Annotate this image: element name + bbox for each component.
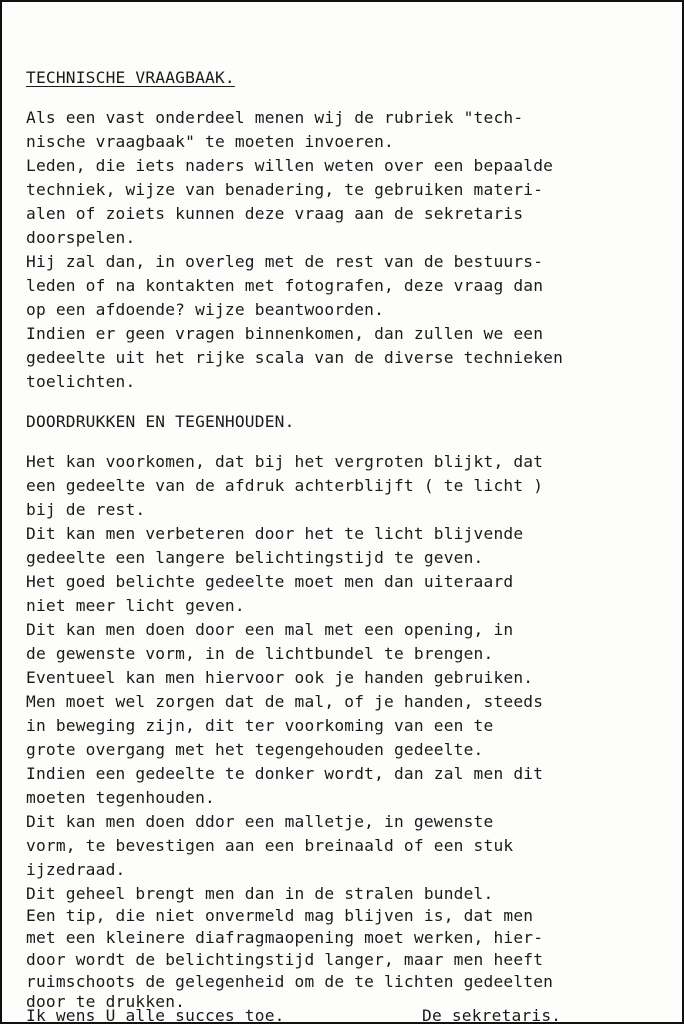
- intro-line: techniek, wijze van benadering, te gebruiken materi-: [26, 180, 544, 199]
- intro-line: Als een vast onderdeel menen wij de rubriek "tech-: [26, 108, 524, 127]
- document-title: TECHNISCHE VRAAGBAAK.: [26, 68, 235, 87]
- intro-line: nische vraagbaak" te moeten invoeren.: [26, 132, 394, 151]
- body-line: ruimschoots de gelegenheid om de te lichten gedeelten: [26, 972, 554, 991]
- intro-line: Leden, die iets naders willen weten over een bepaalde: [26, 156, 554, 175]
- intro-line: toelichten.: [26, 372, 136, 391]
- intro-line: leden of na kontakten met fotografen, deze vraag dan: [26, 276, 544, 295]
- body-line: Dit kan men doen ddor een malletje, in gewenste: [26, 812, 494, 831]
- intro-line: op een afdoende? wijze beantwoorden.: [26, 300, 385, 319]
- body-line: Een tip, die niet onvermeld mag blijven is, dat men: [26, 906, 534, 925]
- intro-line: alen of zoiets kunnen deze vraag aan de sekretaris: [26, 204, 524, 223]
- section-heading: DOORDRUKKEN EN TEGENHOUDEN.: [26, 412, 295, 431]
- body-line: Dit kan men doen door een mal met een opening, in: [26, 620, 514, 639]
- body-line: Men moet wel zorgen dat de mal, of je handen, steeds: [26, 692, 544, 711]
- body-line: door te drukken.: [26, 992, 186, 1011]
- body-line: Het kan voorkomen, dat bij het vergroten blijkt, dat: [26, 452, 544, 471]
- body-line: in beweging zijn, dit ter voorkoming van een te: [26, 716, 494, 735]
- body-line: vorm, te bevestigen aan een breinaald of een stuk: [26, 836, 514, 855]
- body-line: Dit geheel brengt men dan in de stralen bundel.: [26, 884, 494, 903]
- body-line: Het goed belichte gedeelte moet men dan uiteraard: [26, 572, 514, 591]
- closing-line: Ik wens U alle succes toe.: [26, 1006, 285, 1024]
- body-line: gedeelte een langere belichtingstijd te geven.: [26, 548, 484, 567]
- body-line: Dit kan men verbeteren door het te licht blijvende: [26, 524, 524, 543]
- body-line: niet meer licht geven.: [26, 596, 245, 615]
- body-line: grote overgang met het tegengehouden gedeelte.: [26, 740, 484, 759]
- body-line: ijzedraad.: [26, 860, 126, 879]
- body-line: een gedeelte van de afdruk achterblijft ( te licht ): [26, 476, 544, 495]
- intro-line: gedeelte uit het rijke scala van de diverse technieken: [26, 348, 564, 367]
- body-line: Indien een gedeelte te donker wordt, dan zal men dit: [26, 764, 544, 783]
- body-line: Eventueel kan men hiervoor ook je handen gebruiken.: [26, 668, 534, 687]
- intro-line: doorspelen.: [26, 228, 136, 247]
- signature: De sekretaris.: [422, 1006, 562, 1024]
- body-line: moeten tegenhouden.: [26, 788, 215, 807]
- body-line: bij de rest.: [26, 500, 146, 519]
- intro-line: Indien er geen vragen binnenkomen, dan zullen we een: [26, 324, 544, 343]
- body-line: de gewenste vorm, in de lichtbundel te brengen.: [26, 644, 494, 663]
- body-line: door wordt de belichtingstijd langer, maar men heeft: [26, 950, 544, 969]
- body-line: met een kleinere diafragmaopening moet werken, hier-: [26, 928, 544, 947]
- intro-line: Hij zal dan, in overleg met de rest van de bestuurs-: [26, 252, 544, 271]
